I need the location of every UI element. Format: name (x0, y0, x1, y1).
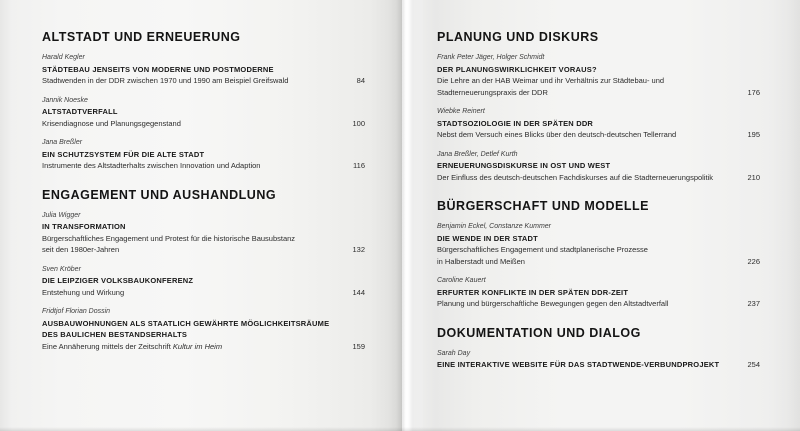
entry-title: ALTSTADTVERFALL (42, 107, 118, 116)
entry-subtitle-line1: Bürgerschaftliches Engagement und Protest für die historische Bausubstanz (42, 233, 296, 243)
entry-title-row (437, 359, 760, 371)
section-dokumentation-und-dialog (437, 326, 760, 371)
entry-page-number: 254 (747, 360, 760, 369)
entry-subtitle-prefix: Eine Annäherung mittels der Zeitschrift (42, 341, 171, 351)
entry-page-number: 195 (747, 130, 760, 139)
entry-author: Julia Wigger (42, 211, 81, 219)
entry-subtitle: Der Einfluss des deutsch-deutschen Fachdiskurses auf die Stadterneuerungspolitik (437, 172, 713, 182)
entry-subtitle: Planung und bürgerschaftliche Bewegungen gegen den Altstadtverfall (437, 299, 669, 308)
entry-title: EINE INTERAKTIVE WEBSITE FÜR DAS STADTWENDE-VERBUNDPROJEKT (437, 360, 720, 369)
entry-author: Benjamin Eckel, Constanze Kummer (437, 223, 551, 230)
entry-page-number: 84 (356, 76, 365, 85)
entry-author: Sarah Day (437, 349, 471, 357)
entry-subtitle-line1: Bürgerschaftliches Engagement und stadtplanerische Prozesse (437, 245, 648, 254)
entry-subtitle: Stadtwenden in der DDR zwischen 1970 und 1990 am Beispiel Greifswald (42, 76, 289, 85)
entry-author: Jana Breßler (42, 139, 83, 146)
entry-subtitle-row (437, 129, 760, 141)
section-heading: ENGAGEMENT UND AUSHANDLUNG (42, 187, 277, 202)
entry-subtitle-row (437, 298, 760, 310)
entry-subtitle (42, 341, 222, 353)
entry-page-number: 144 (352, 287, 365, 297)
entry-title: EIN SCHUTZSYSTEM FÜR DIE ALTE STADT (42, 149, 205, 159)
entry-title: DIE WENDE IN DER STADT (437, 233, 538, 243)
entry-page-number: 210 (747, 172, 760, 182)
toc-entry (437, 275, 760, 310)
entry-subtitle-row (42, 244, 365, 256)
toc-entry (437, 149, 760, 184)
entry-author: Frank Peter Jäger, Holger Schmidt (437, 54, 545, 61)
section-heading: BÜRGERSCHAFT UND MODELLE (437, 199, 649, 213)
entry-subtitle: Instrumente des Altstadterhalts zwischen Innovation und Adaption (42, 161, 261, 170)
entry-subtitle: Entstehung und Wirkung (42, 287, 125, 297)
section-planung-und-diskurs (437, 30, 760, 183)
section-engagement-und-aushandlung (42, 188, 365, 353)
entry-subtitle-row (437, 87, 760, 99)
entry-subtitle-row (437, 172, 760, 184)
toc-entry (437, 106, 760, 141)
entry-page-number: 176 (747, 87, 760, 97)
section-heading: DOKUMENTATION UND DIALOG (437, 325, 641, 340)
entry-title: STADTSOZIOLOGIE IN DER SPÄTEN DDR (437, 118, 594, 128)
section-heading: PLANUNG UND DISKURS (437, 30, 599, 44)
entry-page-number: 100 (352, 118, 365, 128)
entry-subtitle-line2: seit den 1980er-Jahren (42, 245, 120, 254)
toc-entry (437, 348, 760, 371)
entry-author: Fridtjof Florian Dossin (42, 308, 111, 315)
toc-left-content (42, 30, 365, 352)
entry-title: ERFURTER KONFLIKTE IN DER SPÄTEN DDR-ZEIT (437, 287, 629, 297)
entry-page-number: 226 (747, 256, 760, 266)
page-right (402, 0, 800, 431)
entry-subtitle-line2: in Halberstadt und Meißen (437, 256, 525, 266)
entry-title: ERNEUERUNGSDISKURSE IN OST UND WEST (437, 161, 611, 170)
entry-title: DIE LEIPZIGER VOLKSBAUKONFERENZ (42, 276, 194, 285)
entry-subtitle-row (42, 75, 365, 87)
entry-page-number: 116 (353, 161, 365, 170)
entry-subtitle-row (42, 118, 365, 130)
entry-subtitle-row (437, 256, 760, 268)
entry-author: Jana Breßler, Detlef Kurth (437, 150, 518, 158)
toc-entry (42, 264, 365, 299)
entry-page-number: 237 (747, 299, 760, 308)
entry-subtitle: Krisendiagnose und Planungsgegenstand (42, 118, 181, 128)
toc-entry (42, 306, 365, 352)
section-heading: ALTSTADT UND ERNEUERUNG (42, 30, 241, 44)
toc-right-content (437, 30, 760, 371)
entry-title: DER PLANUNGSWIRKLICHKEIT VORAUS? (437, 64, 597, 74)
entry-author: Wiebke Reinert (437, 108, 485, 115)
entry-subtitle: Nebst dem Versuch eines Blicks über den deutsch-deutschen Tellerrand (437, 130, 677, 139)
entry-title: STÄDTEBAU JENSEITS VON MODERNE UND POSTMODERNE (42, 64, 274, 74)
toc-entry (42, 95, 365, 130)
entry-author: Harald Kegler (42, 54, 85, 61)
section-altstadt-und-erneuerung (42, 30, 365, 172)
toc-entry (437, 52, 760, 98)
entry-subtitle-row (42, 287, 365, 299)
toc-entry (42, 52, 365, 87)
entry-page-number: 132 (352, 245, 365, 254)
section-buergerschaft-und-modelle (437, 199, 760, 310)
entry-title: IN TRANSFORMATION (42, 222, 126, 231)
toc-entry (42, 137, 365, 172)
entry-title-line1: AUSBAUWOHNUNGEN ALS STAATLICH GEWÄHRTE MÖGLICHKEITSRÄUME (42, 318, 330, 328)
entry-subtitle-row (42, 341, 365, 353)
entry-author: Jannik Noeske (42, 96, 88, 104)
entry-subtitle-row (42, 160, 365, 172)
entry-subtitle-journal-name: Kultur im Heim (172, 341, 223, 351)
entry-author: Sven Kröber (42, 265, 81, 273)
toc-entry (42, 210, 365, 256)
entry-page-number: 159 (352, 341, 365, 351)
entry-subtitle-line1: Die Lehre an der HAB Weimar und ihr Verhältnis zur Städtebau- und (437, 76, 665, 85)
toc-entry (437, 221, 760, 267)
entry-title-line2: DES BAULICHEN BESTANDSERHALTS (42, 330, 188, 339)
entry-subtitle-line2: Stadterneuerungspraxis der DDR (437, 87, 548, 97)
entry-author: Caroline Kauert (437, 277, 486, 284)
